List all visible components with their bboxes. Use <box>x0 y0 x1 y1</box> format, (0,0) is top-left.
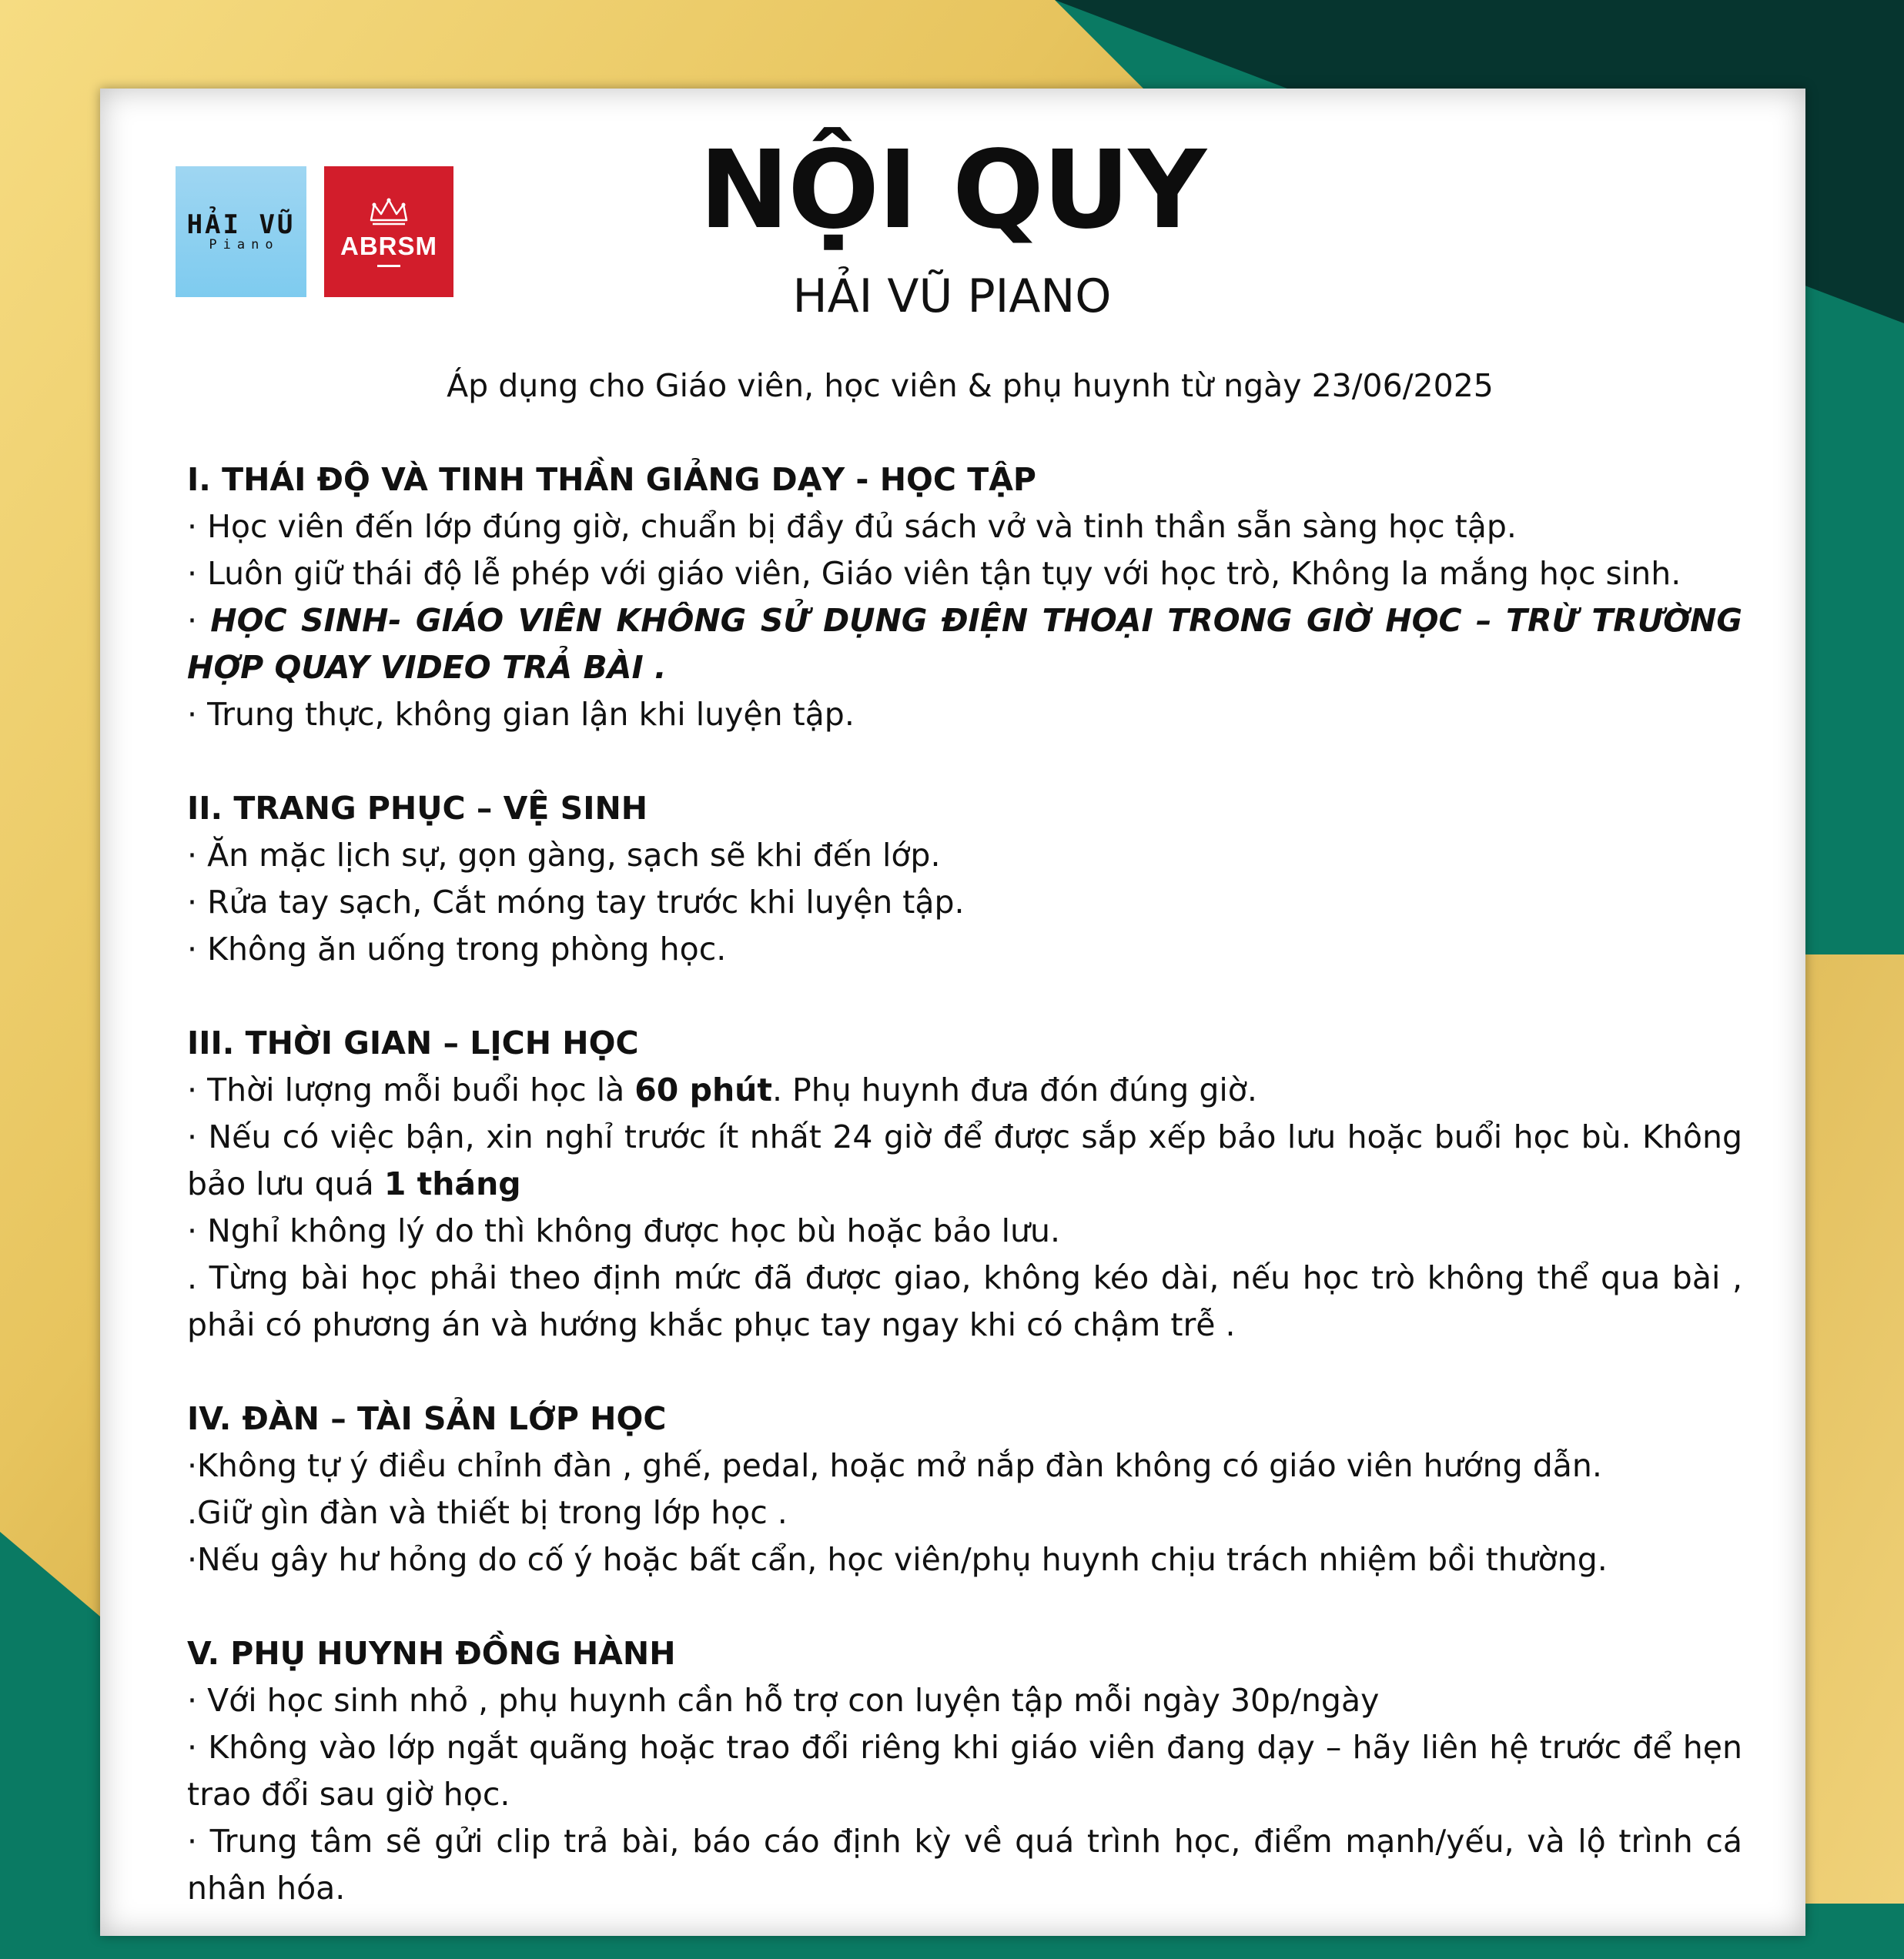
applies-note: Áp dụng cho Giáo viên, học viên & phụ huynh từ ngày 23/06/2025 <box>447 367 1494 404</box>
rule-item: · Nghỉ không lý do thì không được học bù hoặc bảo lưu. <box>187 1212 1060 1249</box>
rule-item: · Trung thực, không gian lận khi luyện tập. <box>187 696 855 733</box>
rule-item: · Rửa tay sạch, Cắt móng tay trước khi luyện tập. <box>187 884 965 921</box>
page-title: NỘI QUY <box>698 128 1206 253</box>
section-heading: I. THÁI ĐỘ VÀ TINH THẦN GIẢNG DẠY - HỌC TẬP <box>187 461 1036 498</box>
rule-item: ·Nếu gây hư hỏng do cố ý hoặc bất cẩn, học viên/phụ huynh chịu trách nhiệm bồi thường. <box>187 1541 1608 1578</box>
haivu-logo-sub: Piano <box>209 237 279 252</box>
rule-item: ·Không tự ý điều chỉnh đàn , ghế, pedal, hoặc mở nắp đàn không có giáo viên hướng dẫn. <box>187 1447 1602 1484</box>
abrsm-logo-text: ABRSM <box>340 231 437 260</box>
rule-bold: 60 phút <box>634 1071 772 1108</box>
section-attitude <box>187 456 1742 738</box>
rule-item-phone <box>187 597 1742 691</box>
rule-emphasis: HỌC SINH- GIÁO VIÊN KHÔNG SỬ DỤNG ĐIỆN THOẠI TRONG GIỜ HỌC – TRỪ TRƯỜNG HỢP QUAY VIDEO TRẢ BÀI . <box>187 602 1742 686</box>
section-heading: IV. ĐÀN – TÀI SẢN LỚP HỌC <box>187 1400 667 1437</box>
rule-item: · Với học sinh nhỏ , phụ huynh cần hỗ trợ con luyện tập mỗi ngày 30p/ngày <box>187 1682 1380 1719</box>
rule-item: . Từng bài học phải theo định mức đã được giao, không kéo dài, nếu học trò không thể qua bài , phải có phương án và hướng khắc phục tay ngay khi có chậm trễ . <box>187 1259 1742 1343</box>
rule-item: .Giữ gìn đàn và thiết bị trong lớp học . <box>187 1494 788 1531</box>
rule-text: · Thời lượng mỗi buổi học là <box>187 1071 635 1108</box>
abrsm-logo-bar <box>377 265 400 267</box>
section-dress-hygiene <box>187 785 1742 973</box>
section-heading: II. TRANG PHỤC – VỆ SINH <box>187 790 648 827</box>
rule-item: · Luôn giữ thái độ lễ phép với giáo viên, Giáo viên tận tụy với học trò, Không la mắng học sinh. <box>187 555 1681 592</box>
rule-item: · Không vào lớp ngắt quãng hoặc trao đổi riêng khi giáo viên đang dạy – hãy liên hệ trước để hẹn trao đổi sau giờ học. <box>187 1729 1742 1813</box>
rule-item: · Học viên đến lớp đúng giờ, chuẩn bị đầy đủ sách vở và tinh thần sẵn sàng học tập. <box>187 508 1517 545</box>
rule-text: . Phụ huynh đưa đón đúng giờ. <box>771 1071 1257 1108</box>
page-subtitle: HẢI VŨ PIANO <box>792 269 1112 323</box>
section-parents <box>187 1630 1742 1912</box>
rule-item: · Ăn mặc lịch sự, gọn gàng, sạch sẽ khi đến lớp. <box>187 837 941 874</box>
rule-bold: 1 tháng <box>383 1165 521 1202</box>
section-piano-property <box>187 1396 1742 1583</box>
rule-item: · Trung tâm sẽ gửi clip trả bài, báo cáo định kỳ về quá trình học, điểm mạnh/yếu, và lộ trình cá nhân hóa. <box>187 1823 1742 1907</box>
rule-item-duration <box>187 1067 1742 1114</box>
section-heading: III. THỜI GIAN – LỊCH HỌC <box>187 1025 639 1061</box>
section-schedule <box>187 1020 1742 1349</box>
rule-item: · Không ăn uống trong phòng học. <box>187 931 727 968</box>
haivu-logo-name: HẢI VŨ <box>186 209 296 240</box>
rule-item-absence <box>187 1114 1742 1208</box>
section-heading: V. PHỤ HUYNH ĐỒNG HÀNH <box>187 1635 676 1672</box>
rule-text: · Nếu có việc bận, xin nghỉ trước ít nhất 24 giờ để được sắp xếp bảo lưu hoặc buổi học bù. Không bảo lưu quá <box>187 1118 1742 1202</box>
rules-content <box>187 456 1742 1959</box>
rule-bullet: · <box>187 602 211 639</box>
